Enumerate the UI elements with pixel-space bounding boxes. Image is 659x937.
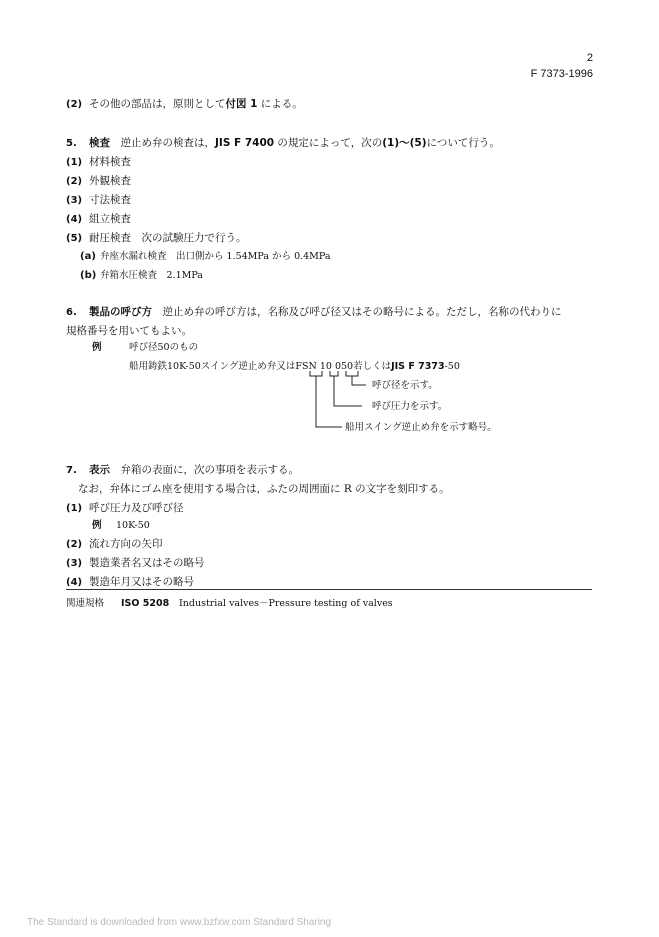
sub-list-item: (a) 弁座水漏れ検査 出口側から 1.54MPa から 0.4MPa [80, 251, 331, 262]
list-item: (5) 耐圧検査 次の試験圧力で行う。 [66, 232, 247, 244]
list-item: (3) 製造業者名又はその略号 [66, 557, 205, 569]
divider [66, 589, 592, 590]
standard-ref: JIS F 7373 [391, 361, 445, 372]
note-nominal-pressure: 呼び圧力を示す。 [372, 401, 448, 412]
sub-list-item: (b) 弁箱水圧検査 2.1MPa [80, 270, 203, 281]
section-title: 表示 [89, 464, 110, 476]
item-number: (2) [66, 99, 83, 110]
standard-id: F 7373-1996 [530, 68, 593, 80]
list-item: (1) 材料検査 [66, 156, 131, 168]
list-item: (3) 寸法検査 [66, 194, 131, 206]
list-item: (4) 組立検査 [66, 213, 131, 225]
list-item: (2) 流れ方向の矢印 [66, 538, 163, 550]
page-number: 2 [586, 52, 593, 64]
example-value: 10K-50 [116, 520, 150, 531]
list-item: (2) 外観検査 [66, 175, 131, 187]
section-title: 製品の呼び方 [89, 306, 152, 318]
intro-item: (2) その他の部品は，原則として付図 1 による。 [66, 98, 303, 110]
section-5-heading: 5. 検査 逆止め弁の検査は，JIS F 7400 の規定によって，次の(1)～(5)について行う。 [66, 137, 500, 149]
section-7-heading: 7. 表示 弁箱の表面に，次の事項を表示する。 [66, 464, 299, 476]
example-label: 例 10K-50 [92, 520, 150, 531]
example-caption: 呼び径50のもの [129, 342, 199, 353]
standard-ref: JIS F 7400 [215, 137, 275, 149]
paragraph-line: なお，弁体にゴム座を使用する場合は，ふたの周囲面に R の文字を刻印する。 [78, 483, 450, 495]
example-designation: 船用鋳鉄10K-50スイング逆止め弁又はFSN 10 050若しくはJIS F 7373-50 [129, 361, 460, 372]
note-valve-code: 船用スイング逆止め弁を示す略号。 [345, 422, 497, 433]
footer-watermark: The Standard is downloaded from www.bzfxw.com Standard Sharing [27, 917, 332, 928]
related-label: 関連規格 [66, 598, 105, 609]
related-title: Industrial valves－Pressure testing of valves [179, 598, 393, 609]
section-6-heading: 6. 製品の呼び方 逆止め弁の呼び方は，名称及び呼び径又はその略号による。ただし，名称の代わりに [66, 306, 562, 318]
list-item: (1) 呼び圧力及び呼び径 [66, 502, 184, 514]
note-nominal-size: 呼び径を示す。 [372, 380, 438, 391]
list-item: (4) 製造年月又はその略号 [66, 576, 194, 588]
example-label: 例 呼び径50のもの [92, 342, 199, 353]
paragraph-line: 規格番号を用いてもよい。 [66, 325, 192, 337]
standard-ref: ISO 5208 [121, 598, 170, 609]
related-standard [66, 597, 393, 611]
section-title: 検査 [89, 137, 110, 149]
